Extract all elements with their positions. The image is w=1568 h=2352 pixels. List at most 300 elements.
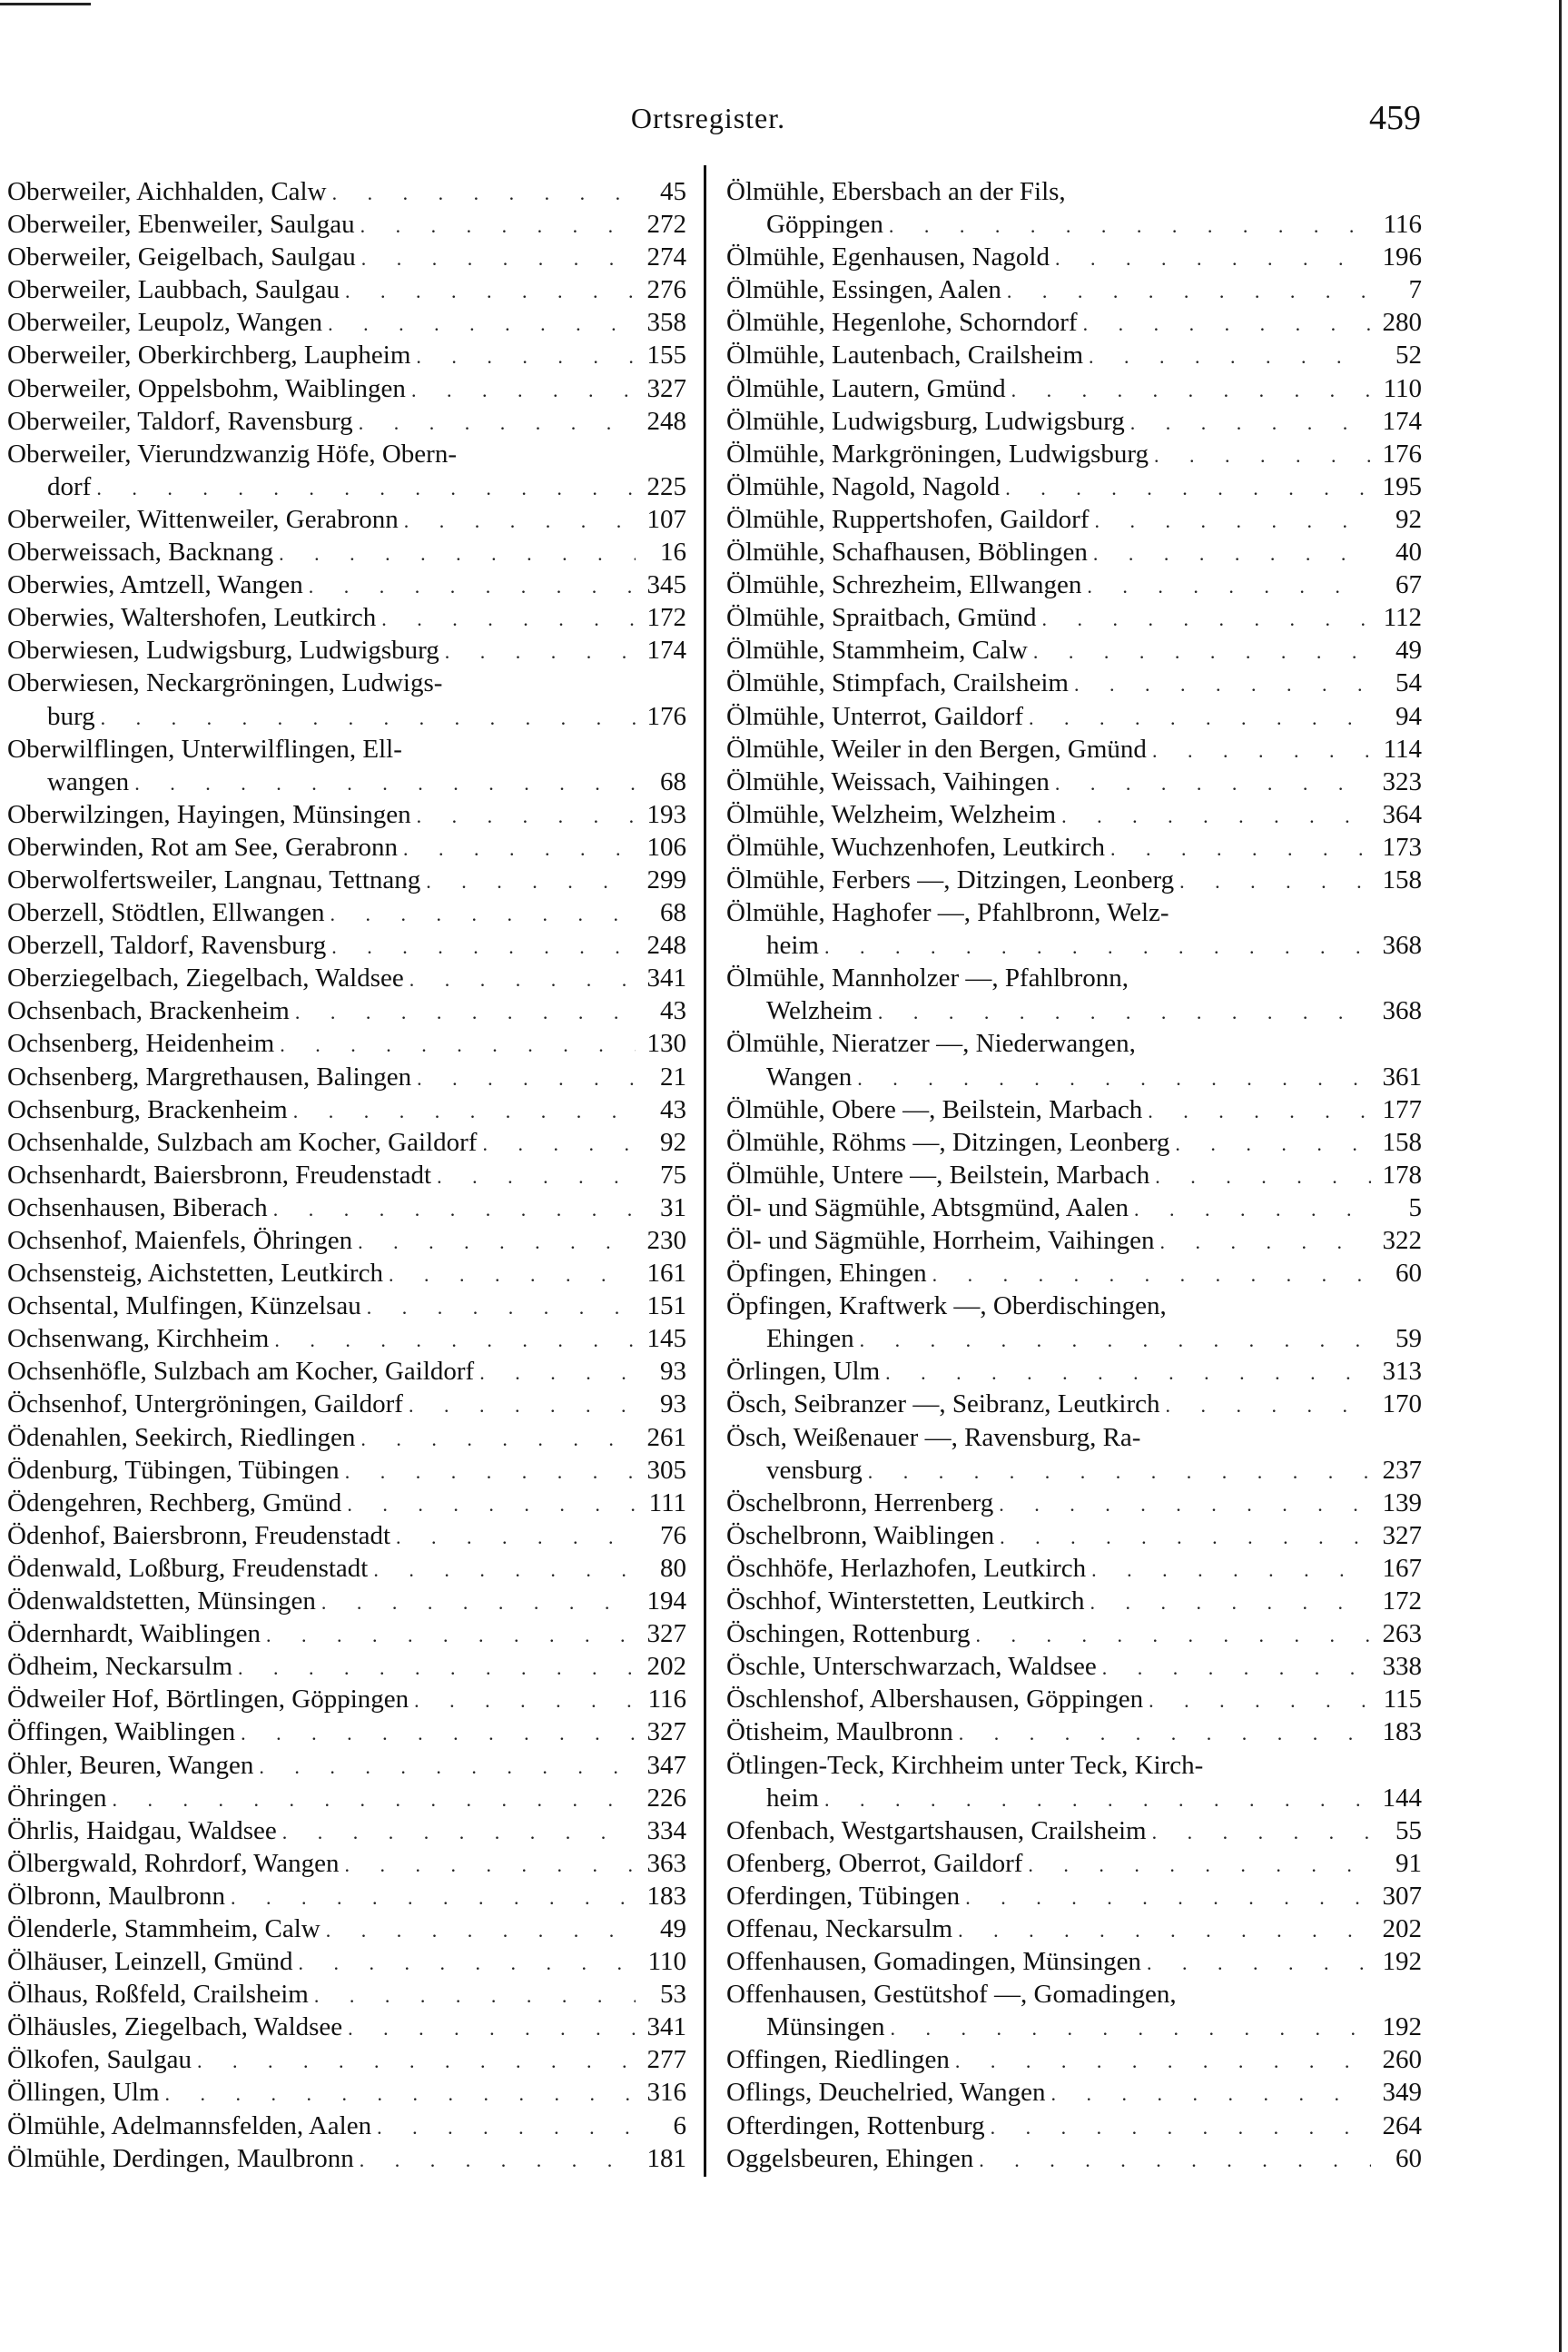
- index-entry: [726, 601, 1422, 634]
- dot-leader: [885, 1357, 1371, 1389]
- dot-leader: [1005, 472, 1371, 505]
- entry-name: Ölmühle, Ruppertshofen, Gaildorf: [726, 504, 1090, 534]
- entry-name: Ölmühle, Schafhausen, Böblingen: [726, 538, 1088, 568]
- entry-name: Oberweiler, Wittenweiler, Gerabronn: [7, 504, 399, 534]
- entry-page-number: 174: [646, 636, 686, 666]
- index-entry: [726, 1683, 1422, 1715]
- dot-leader: [344, 1849, 636, 1882]
- index-entry: [7, 1322, 686, 1355]
- dot-leader: [396, 1521, 636, 1554]
- entry-page-number: 225: [646, 471, 686, 501]
- entry-page-number: 5: [1408, 1192, 1422, 1222]
- index-entry: [7, 994, 686, 1027]
- index-entry: [726, 1912, 1422, 1945]
- entry-name: Oberweiler, Ebenweiler, Saulgau: [7, 210, 355, 240]
- entry-name: Örlingen, Ulm: [726, 1357, 881, 1387]
- entry-page-number: 260: [1382, 2045, 1422, 2075]
- index-entry: [726, 962, 1422, 994]
- index-entry: [726, 503, 1422, 536]
- index-entry: [7, 1880, 686, 1912]
- dot-leader: [1091, 1554, 1371, 1586]
- entry-name: Oberweiler, Leupolz, Wangen: [7, 308, 323, 338]
- entry-name: Ölmühle, Haghofer —, Pfahlbronn, Welz-: [726, 898, 1169, 928]
- entry-name: Offenau, Neckarsulm: [726, 1913, 953, 1943]
- entry-name: Ölmühle, Welzheim, Welzheim: [726, 799, 1057, 829]
- index-entry: [7, 929, 686, 962]
- index-entry-continuation: [726, 929, 1422, 962]
- dot-leader: [1179, 865, 1371, 898]
- entry-name-continuation: Welzheim: [766, 996, 873, 1026]
- dot-leader: [266, 1619, 636, 1652]
- index-entry: [7, 2142, 686, 2175]
- dot-leader: [359, 407, 636, 440]
- index-entry: [7, 339, 686, 371]
- entry-page-number: 274: [646, 242, 686, 272]
- page-number: 459: [1369, 99, 1421, 137]
- entry-page-number: 263: [1382, 1619, 1422, 1649]
- entry-page-number: 60: [1395, 1259, 1422, 1289]
- entry-name: Öschelbronn, Waiblingen: [726, 1520, 995, 1550]
- entry-name: Oberweiler, Laubbach, Saulgau: [7, 275, 340, 305]
- entry-page-number: 151: [646, 1291, 686, 1321]
- index-entry: [7, 1388, 686, 1420]
- entry-name: Oberweiler, Taldorf, Ravensburg: [7, 406, 353, 436]
- entry-name: Oberwilflingen, Unterwilflingen, Ell-: [7, 734, 402, 764]
- dot-leader: [1094, 505, 1371, 538]
- index-entry: [7, 1552, 686, 1585]
- index-entry: [726, 306, 1422, 339]
- entry-name: Ölkofen, Saulgau: [7, 2045, 192, 2075]
- entry-page-number: 158: [1382, 1127, 1422, 1157]
- index-entry: [7, 1191, 686, 1224]
- entry-name-continuation: heim: [766, 1783, 819, 1813]
- dot-leader: [314, 1980, 636, 2012]
- entry-name: Ölmühle, Essingen, Aalen: [726, 275, 1001, 305]
- entry-page-number: 183: [1382, 1717, 1422, 1747]
- entry-page-number: 116: [647, 1685, 686, 1715]
- dot-leader: [345, 275, 636, 308]
- dot-leader: [414, 1685, 636, 1717]
- dot-leader: [1007, 275, 1371, 308]
- entry-name: Ölmühle, Mannholzer —, Pfahlbronn,: [726, 964, 1129, 993]
- entry-page-number: 195: [1382, 471, 1422, 501]
- dot-leader: [1000, 1521, 1371, 1554]
- entry-page-number: 107: [646, 504, 686, 534]
- dot-leader: [409, 1389, 636, 1422]
- entry-name: Oberwinden, Rot am See, Gerabronn: [7, 832, 399, 862]
- entry-name: Ölmühle, Adelmannsfelden, Aalen: [7, 2110, 372, 2140]
- dot-leader: [932, 1259, 1371, 1291]
- index-entry: [7, 896, 686, 929]
- entry-page-number: 76: [660, 1520, 686, 1550]
- index-entry: [7, 1749, 686, 1782]
- entry-name: Oberwies, Amtzell, Wangen: [7, 570, 303, 600]
- index-entry: [726, 405, 1422, 438]
- index-entry-continuation: [726, 1061, 1422, 1093]
- entry-name: Oberweiler, Oppelsbohm, Waiblingen: [7, 373, 406, 403]
- entry-name: Ofenberg, Oberrot, Gaildorf: [726, 1848, 1023, 1878]
- entry-page-number: 43: [660, 1094, 686, 1124]
- entry-page-number: 178: [1382, 1160, 1422, 1190]
- entry-name-continuation: dorf: [47, 471, 92, 501]
- index-entry: [7, 1650, 686, 1683]
- index-entry: [726, 864, 1422, 896]
- dot-leader: [1110, 833, 1371, 865]
- index-entry: [7, 405, 686, 438]
- entry-page-number: 31: [660, 1192, 686, 1222]
- dot-leader: [1149, 1685, 1371, 1717]
- dot-leader: [878, 996, 1371, 1029]
- dot-leader: [1152, 1816, 1371, 1849]
- dot-leader: [955, 2045, 1371, 2078]
- dot-leader: [367, 1291, 636, 1324]
- dot-leader: [1055, 767, 1371, 800]
- entry-name: Ödenwaldstetten, Münsingen: [7, 1586, 316, 1616]
- index-entry: [726, 1552, 1422, 1585]
- entry-page-number: 7: [1408, 275, 1422, 305]
- dot-leader: [321, 1586, 636, 1619]
- index-entry: [726, 1749, 1422, 1782]
- dot-leader: [411, 374, 636, 407]
- entry-page-number: 53: [660, 1980, 686, 2010]
- entry-name: Öl- und Sägmühle, Horrheim, Vaihingen: [726, 1226, 1155, 1255]
- index-entry: [7, 667, 686, 699]
- entry-name: Öpfingen, Kraftwerk —, Oberdischingen,: [726, 1291, 1167, 1321]
- index-entry: [726, 1847, 1422, 1880]
- index-entry: [726, 2142, 1422, 2175]
- dot-leader: [345, 1456, 636, 1488]
- dot-leader: [868, 1456, 1371, 1488]
- index-entry: [726, 438, 1422, 470]
- index-entry: [726, 1093, 1422, 1126]
- entry-name: Ölmühle, Ludwigsburg, Ludwigsburg: [726, 406, 1125, 436]
- entry-page-number: 80: [660, 1553, 686, 1583]
- index-entry: [726, 536, 1422, 568]
- index-entry: [7, 1585, 686, 1617]
- entry-name: Ölmühle, Obere —, Beilstein, Marbach: [726, 1094, 1143, 1124]
- dot-leader: [360, 1423, 636, 1456]
- entry-name: Oberwiesen, Ludwigsburg, Ludwigsburg: [7, 636, 439, 666]
- entry-page-number: 114: [1383, 734, 1422, 764]
- dot-leader: [1159, 1226, 1371, 1259]
- entry-page-number: 334: [646, 1815, 686, 1845]
- entry-name: Ochsenhöfle, Sulzbach am Kocher, Gaildorf: [7, 1357, 475, 1387]
- dot-leader: [1155, 1161, 1371, 1193]
- entry-name: Ochsenberg, Heidenheim: [7, 1029, 275, 1059]
- entry-name: Ölbronn, Maulbronn: [7, 1881, 226, 1911]
- dot-leader: [1033, 636, 1371, 668]
- entry-name-continuation: Göppingen: [766, 210, 883, 240]
- entry-page-number: 21: [660, 1062, 686, 1092]
- dot-leader: [891, 2012, 1372, 2045]
- index-entry: [726, 1715, 1422, 1748]
- entry-name-continuation: Münsingen: [766, 2012, 885, 2042]
- entry-page-number: 145: [646, 1324, 686, 1354]
- index-entry: [7, 438, 686, 470]
- dot-leader: [965, 1882, 1371, 1914]
- dot-leader: [1029, 702, 1371, 735]
- dot-leader: [404, 505, 636, 538]
- entry-page-number: 368: [1382, 996, 1422, 1026]
- entry-name: Oberweiler, Geigelbach, Saulgau: [7, 242, 356, 272]
- index-entry: [7, 634, 686, 667]
- entry-name: Ölbergwald, Rohrdorf, Wangen: [7, 1848, 340, 1878]
- entry-page-number: 75: [660, 1160, 686, 1190]
- entry-name: Ölmühle, Weissach, Vaihingen: [726, 766, 1050, 796]
- entry-name: Ölmühle, Markgröningen, Ludwigsburg: [726, 439, 1149, 469]
- entry-name: Offenhausen, Gomadingen, Münsingen: [726, 1947, 1141, 1977]
- dot-leader: [437, 1161, 636, 1193]
- entry-name: Ödweiler Hof, Börtlingen, Göppingen: [7, 1685, 409, 1715]
- dot-leader: [1166, 1389, 1371, 1422]
- entry-name: Oberziegelbach, Ziegelbach, Waldsee: [7, 964, 404, 993]
- entry-name: Öllingen, Ulm: [7, 2078, 160, 2108]
- entry-page-number: 112: [1383, 603, 1422, 633]
- dot-leader: [1011, 374, 1371, 407]
- index-entry-continuation: [726, 2011, 1422, 2043]
- entry-name: Ölmühle, Untere —, Beilstein, Marbach: [726, 1160, 1150, 1190]
- index-entry: [7, 241, 686, 273]
- dot-leader: [293, 1095, 636, 1128]
- dot-leader: [332, 177, 636, 210]
- entry-page-number: 110: [647, 1947, 686, 1977]
- dot-leader: [1090, 1586, 1371, 1619]
- entry-name: Ölhäusles, Ziegelbach, Waldsee: [7, 2012, 343, 2042]
- dot-leader: [274, 1324, 636, 1357]
- entry-page-number: 237: [1382, 1455, 1422, 1485]
- entry-name: Ötlingen-Teck, Kirchheim unter Teck, Kirch-: [726, 1750, 1204, 1780]
- entry-page-number: 192: [1382, 1947, 1422, 1977]
- entry-name: Ochsenberg, Margrethausen, Balingen: [7, 1062, 412, 1092]
- entry-page-number: 323: [1382, 766, 1422, 796]
- entry-name: Ochsenhardt, Baiersbronn, Freudenstadt: [7, 1160, 432, 1190]
- index-entry: [7, 1027, 686, 1060]
- entry-page-number: 155: [646, 341, 686, 371]
- dot-leader: [282, 1816, 636, 1849]
- dot-leader: [889, 210, 1371, 242]
- index-entry: [7, 962, 686, 994]
- index-entry: [726, 1945, 1422, 1978]
- index-entry: [7, 1421, 686, 1454]
- entry-page-number: 167: [1382, 1553, 1422, 1583]
- index-entry: [7, 1683, 686, 1715]
- dot-leader: [101, 702, 636, 735]
- dot-leader: [299, 1947, 636, 1980]
- entry-page-number: 272: [646, 210, 686, 240]
- dot-leader: [360, 210, 636, 242]
- index-entry-continuation: [726, 1322, 1422, 1355]
- entry-page-number: 16: [660, 538, 686, 568]
- dot-leader: [373, 1554, 636, 1586]
- entry-page-number: 110: [1383, 373, 1422, 403]
- dot-leader: [1061, 800, 1371, 833]
- index-entry: [726, 1126, 1422, 1159]
- dot-leader: [331, 931, 636, 964]
- dot-leader: [279, 538, 636, 570]
- entry-name-continuation: Wangen: [766, 1062, 853, 1092]
- entry-name: Ölmühle, Egenhausen, Nagold: [726, 242, 1050, 272]
- entry-page-number: 130: [646, 1029, 686, 1059]
- index-entry: [7, 372, 686, 405]
- entry-page-number: 92: [660, 1127, 686, 1157]
- entry-page-number: 177: [1382, 1094, 1422, 1124]
- entry-name: Öschingen, Rottenburg: [726, 1619, 971, 1649]
- dot-leader: [309, 570, 636, 603]
- dot-leader: [403, 833, 636, 865]
- index-entry: [7, 2011, 686, 2043]
- index-entry-continuation: [726, 1454, 1422, 1487]
- entry-page-number: 139: [1382, 1487, 1422, 1517]
- entry-name: Öpfingen, Ehingen: [726, 1259, 927, 1289]
- entry-page-number: 59: [1395, 1324, 1422, 1354]
- index-entry: [726, 896, 1422, 929]
- entry-name: Öl- und Sägmühle, Abtsgmünd, Aalen: [726, 1192, 1129, 1222]
- entry-page-number: 6: [673, 2110, 686, 2140]
- dot-leader: [360, 2144, 636, 2177]
- entry-name: Ölmühle, Ebersbach an der Fils,: [726, 177, 1066, 206]
- dot-leader: [999, 1488, 1371, 1521]
- entry-page-number: 174: [1382, 406, 1422, 436]
- dot-leader: [1152, 735, 1371, 767]
- index-entry: [726, 1388, 1422, 1420]
- scan-edge-line: [0, 3, 91, 5]
- entry-name: Öhrlis, Haidgau, Waldsee: [7, 1815, 277, 1845]
- entry-name: Ölhäuser, Leinzell, Gmünd: [7, 1947, 293, 1977]
- dot-leader: [295, 996, 636, 1029]
- entry-name-continuation: vensburg: [766, 1455, 863, 1485]
- entry-page-number: 248: [646, 406, 686, 436]
- entry-name: Ofenbach, Westgartshausen, Crailsheim: [726, 1815, 1147, 1845]
- entry-page-number: 261: [646, 1422, 686, 1452]
- entry-name: Ödenahlen, Seekirch, Riedlingen: [7, 1422, 356, 1452]
- entry-name: Offenhausen, Gestütshof —, Gomadingen,: [726, 1980, 1177, 2010]
- entry-name-continuation: burg: [47, 701, 95, 731]
- entry-page-number: 349: [1382, 2078, 1422, 2108]
- index-entry: [7, 798, 686, 831]
- dot-leader: [1130, 407, 1371, 440]
- entry-name: Öffingen, Waiblingen: [7, 1717, 236, 1747]
- entry-name: Ölmühle, Derdingen, Maulbronn: [7, 2143, 354, 2173]
- index-entry: [726, 2043, 1422, 2076]
- entry-name: Ochsental, Mulfingen, Künzelsau: [7, 1291, 361, 1321]
- scan-edge-line: [1559, 0, 1562, 2352]
- entry-page-number: 91: [1395, 1848, 1422, 1878]
- entry-name: Oberwies, Waltershofen, Leutkirch: [7, 603, 377, 633]
- index-entry: [7, 2110, 686, 2142]
- entry-page-number: 40: [1395, 538, 1422, 568]
- index-entry: [726, 1978, 1422, 2011]
- index-entry: [7, 601, 686, 634]
- dot-leader: [113, 1784, 636, 1816]
- entry-name: Oberzell, Taldorf, Ravensburg: [7, 931, 327, 961]
- index-entry: [726, 2076, 1422, 2109]
- dot-leader: [347, 1488, 636, 1521]
- entry-page-number: 68: [660, 898, 686, 928]
- index-entry: [7, 1355, 686, 1388]
- index-entry: [726, 1617, 1422, 1650]
- dot-leader: [857, 1062, 1371, 1095]
- index-entry-continuation: [7, 766, 686, 798]
- index-entry-continuation: [726, 994, 1422, 1027]
- entry-name: Oberwilzingen, Hayingen, Münsingen: [7, 799, 411, 829]
- entry-page-number: 93: [660, 1389, 686, 1419]
- entry-page-number: 363: [646, 1848, 686, 1878]
- entry-page-number: 230: [646, 1226, 686, 1255]
- entry-name: Oggelsbeuren, Ehingen: [726, 2143, 974, 2173]
- entry-page-number: 322: [1382, 1226, 1422, 1255]
- entry-name: Ösch, Seibranzer —, Seibranz, Leutkirch: [726, 1389, 1160, 1419]
- dot-leader: [991, 2111, 1371, 2144]
- index-entry-continuation: [7, 700, 686, 733]
- dot-leader: [165, 2078, 636, 2110]
- entry-page-number: 173: [1382, 832, 1422, 862]
- entry-name: Ölmühle, Hegenlohe, Schorndorf: [726, 308, 1078, 338]
- entry-page-number: 92: [1395, 504, 1422, 534]
- index-column-right: [726, 175, 1422, 2175]
- index-entry: [7, 1454, 686, 1487]
- entry-name: Ochsenhof, Maienfels, Öhringen: [7, 1226, 353, 1255]
- dot-leader: [1175, 1128, 1371, 1161]
- index-entry: [7, 1061, 686, 1093]
- entry-page-number: 144: [1382, 1783, 1422, 1813]
- index-entry: [726, 1814, 1422, 1847]
- index-entry: [726, 798, 1422, 831]
- dot-leader: [1093, 538, 1371, 570]
- entry-page-number: 176: [646, 701, 686, 731]
- entry-name: Offingen, Riedlingen: [726, 2045, 950, 2075]
- dot-leader: [1083, 308, 1371, 341]
- entry-page-number: 341: [646, 964, 686, 993]
- index-entry: [7, 1617, 686, 1650]
- entry-page-number: 368: [1382, 931, 1422, 961]
- entry-name: Oberzell, Stödtlen, Ellwangen: [7, 898, 325, 928]
- index-entry: [7, 536, 686, 568]
- entry-name: Ölmühle, Schrezheim, Ellwangen: [726, 570, 1082, 600]
- dot-leader: [238, 1652, 636, 1685]
- entry-page-number: 277: [646, 2045, 686, 2075]
- entry-page-number: 43: [660, 996, 686, 1026]
- dot-leader: [273, 1193, 636, 1226]
- index-entry: [726, 1191, 1422, 1224]
- entry-page-number: 358: [646, 308, 686, 338]
- entry-name-continuation: heim: [766, 931, 819, 961]
- index-entry: [726, 733, 1422, 766]
- index-entry: [7, 1487, 686, 1519]
- index-entry: [7, 175, 686, 208]
- dot-leader: [1055, 242, 1371, 275]
- entry-name: Öchsenhof, Untergröningen, Gaildorf: [7, 1389, 403, 1419]
- entry-page-number: 276: [646, 275, 686, 305]
- dot-leader: [1102, 1652, 1371, 1685]
- dot-leader: [1028, 1849, 1371, 1882]
- dot-leader: [1147, 1947, 1371, 1980]
- dot-leader: [361, 242, 636, 275]
- entry-page-number: 172: [1382, 1586, 1422, 1616]
- entry-page-number: 327: [646, 1717, 686, 1747]
- index-entry: [726, 1650, 1422, 1683]
- index-entry: [726, 1519, 1422, 1552]
- entry-name: Öschelbronn, Herrenberg: [726, 1487, 994, 1517]
- entry-name: Ötisheim, Maulbronn: [726, 1717, 953, 1747]
- entry-page-number: 55: [1395, 1815, 1422, 1845]
- entry-page-number: 345: [646, 570, 686, 600]
- index-entry: [7, 1847, 686, 1880]
- entry-name: Ölmühle, Röhms —, Ditzingen, Leonberg: [726, 1127, 1170, 1157]
- dot-leader: [976, 1619, 1372, 1652]
- entry-name: Oberweiler, Aichhalden, Calw: [7, 177, 327, 206]
- index-entry: [726, 1880, 1422, 1912]
- entry-page-number: 316: [646, 2078, 686, 2108]
